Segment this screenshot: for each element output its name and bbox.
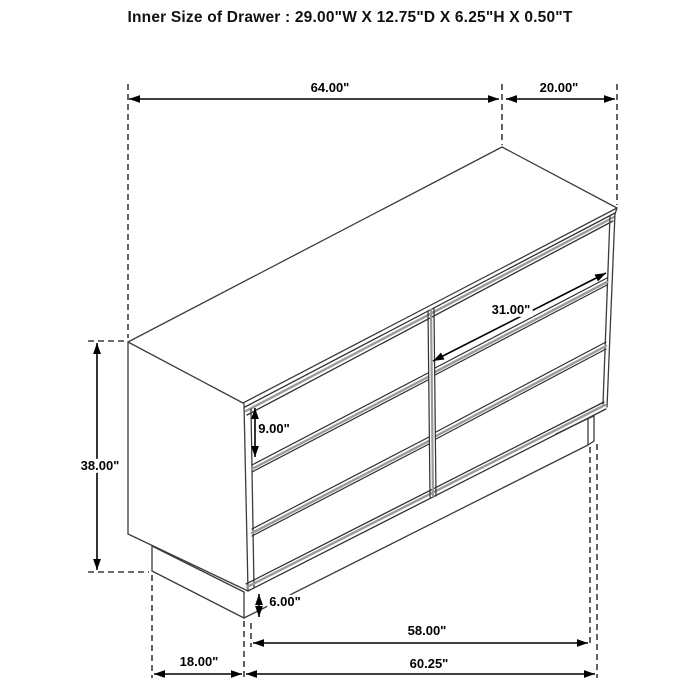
dim-label-base-width: 58.00" [407, 622, 447, 638]
drawer-gaps [252, 278, 607, 536]
dimension-arrows [97, 99, 615, 674]
page-title: Inner Size of Drawer : 29.00"W X 12.75"D X 6.25"H X 0.50"T [127, 9, 573, 26]
dim-label-overall-width: 64.00" [310, 79, 350, 95]
dim-label-drawer-height: 9.00" [258, 420, 290, 436]
dim-label-drawer-width: 31.00" [491, 301, 531, 317]
dim-label-base-height: 6.00" [269, 593, 301, 609]
dim-label-base-depth: 18.00" [179, 653, 219, 669]
dim-label-overall-height: 38.00" [80, 457, 120, 473]
dim-label-bottom-width: 60.25" [409, 655, 449, 671]
dim-label-overall-depth: 20.00" [539, 79, 579, 95]
